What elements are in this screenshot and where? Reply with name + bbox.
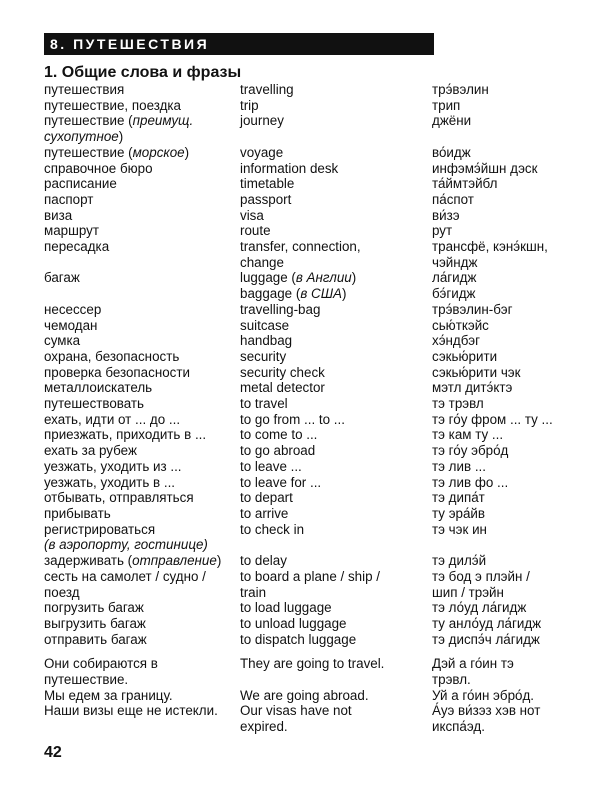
- english-term: to come to ...: [240, 427, 318, 443]
- russian-term: металлоискатель: [44, 380, 153, 396]
- transcription: во́идж: [432, 144, 471, 160]
- english-term: luggage (в Англии) baggage (в США): [240, 270, 357, 302]
- vocab-row: [44, 396, 564, 412]
- russian-term: Мы едем за границу.: [44, 687, 173, 703]
- russian-term: путешествие (преимущ. сухопутное): [44, 113, 194, 145]
- transcription: тэ кам ту ...: [432, 427, 504, 443]
- vocab-row: [44, 318, 564, 334]
- transcription: инфэмэ́йшн дэск: [432, 160, 538, 176]
- english-term: metal detector: [240, 380, 325, 396]
- english-term: to arrive: [240, 505, 289, 521]
- english-term: to check in: [240, 521, 305, 537]
- english-term: to leave ...: [240, 458, 302, 474]
- vocab-row: [44, 192, 564, 208]
- transcription: А́уэ ви́зэз хэв нот икспа́эд.: [432, 703, 541, 735]
- vocab-row: [44, 475, 564, 491]
- russian-term: погрузить багаж: [44, 600, 144, 616]
- english-term: to load luggage: [240, 600, 332, 616]
- english-term: voyage: [240, 144, 284, 160]
- russian-term: отправить багаж: [44, 631, 147, 647]
- transcription: трип: [432, 97, 461, 113]
- transcription: трэ́вэлин-бэг: [432, 301, 513, 317]
- vocab-row: [44, 270, 564, 301]
- transcription: па́спот: [432, 191, 474, 207]
- english-term: visa: [240, 207, 264, 223]
- vocab-row: [44, 506, 564, 522]
- english-term: route: [240, 223, 271, 239]
- english-term: to depart: [240, 490, 293, 506]
- english-term: security check: [240, 364, 325, 380]
- transcription: тэ трэвл: [432, 396, 484, 412]
- english-term: trip: [240, 97, 259, 113]
- vocab-row: [44, 600, 564, 616]
- vocab-row: [44, 302, 564, 318]
- english-term: We are going abroad.: [240, 687, 369, 703]
- russian-term: задерживать (отправление): [44, 553, 222, 569]
- transcription: ту анло́уд ла́гидж: [432, 615, 542, 631]
- vocab-row: [44, 349, 564, 365]
- transcription: ви́зэ: [432, 207, 460, 223]
- english-term: handbag: [240, 333, 293, 349]
- transcription: тэ дилэ́й: [432, 553, 487, 569]
- russian-term: паспорт: [44, 191, 94, 207]
- transcription: хэ́ндбэг: [432, 333, 480, 349]
- vocab-row: [44, 176, 564, 192]
- transcription: тэ диспэ́ч ла́гидж: [432, 631, 540, 647]
- russian-term: проверка безопасности: [44, 364, 190, 380]
- vocab-row: [44, 703, 564, 734]
- vocab-row: [44, 443, 564, 459]
- transcription: трэ́вэлин: [432, 82, 489, 97]
- russian-term: регистрироваться (в аэропорту, гостинице): [44, 521, 208, 553]
- russian-term: справочное бюро: [44, 160, 153, 176]
- transcription: тэ лив фо ...: [432, 474, 509, 490]
- russian-term: путешествовать: [44, 396, 145, 412]
- english-term: to go from ... to ...: [240, 411, 345, 427]
- vocab-row: [44, 380, 564, 396]
- english-term: to delay: [240, 553, 287, 569]
- russian-term: ехать за рубеж: [44, 443, 137, 459]
- english-term: transfer, connection, change: [240, 239, 361, 270]
- english-term: to board a plane / ship / train: [240, 568, 380, 600]
- english-term: travelling-bag: [240, 301, 321, 317]
- english-term: suitcase: [240, 317, 290, 333]
- vocab-row: [44, 239, 564, 270]
- english-term: timetable: [240, 176, 295, 192]
- transcription: тэ го́у фром ... ту ...: [432, 411, 553, 427]
- transcription: Дэй а го́ин тэ трэвл.: [432, 656, 514, 688]
- transcription: тэ ло́уд ла́гидж: [432, 600, 527, 616]
- russian-term: уезжать, уходить в ...: [44, 474, 176, 490]
- russian-term: сесть на самолет / судно / поезд: [44, 568, 206, 600]
- vocab-row: [44, 490, 564, 506]
- transcription: джёни: [432, 113, 472, 129]
- transcription: ла́гидж бэ́гидж: [432, 270, 477, 302]
- russian-term: уезжать, уходить из ...: [44, 458, 182, 474]
- transcription: рут: [432, 223, 453, 239]
- russian-term: охрана, безопасность: [44, 348, 180, 364]
- transcription: тэ чэк ин: [432, 521, 487, 537]
- vocab-row: [44, 98, 564, 114]
- transcription: мэтл дитэ́ктэ: [432, 380, 513, 396]
- english-term: journey: [240, 113, 284, 129]
- vocab-row: [44, 113, 564, 144]
- russian-term: Они собираются в путешествие.: [44, 656, 158, 688]
- russian-term: путешествие, поездка: [44, 97, 181, 113]
- transcription: тэ лив ...: [432, 458, 486, 474]
- russian-term: Наши визы еще не истекли.: [44, 703, 218, 719]
- russian-term: сумка: [44, 333, 81, 349]
- russian-term: выгрузить багаж: [44, 615, 146, 631]
- english-term: travelling: [240, 82, 294, 97]
- transcription: сэкью́рити: [432, 348, 498, 364]
- vocab-row: [44, 145, 564, 161]
- english-term: They are going to travel.: [240, 656, 385, 672]
- transcription: ту эра́йв: [432, 505, 486, 521]
- transcription: Уй а го́ин эбро́д.: [432, 687, 534, 703]
- chapter-header-bar: 8. ПУТЕШЕСТВИЯ: [44, 33, 434, 55]
- transcription: сэкью́рити чэк: [432, 364, 521, 380]
- russian-term: путешествия: [44, 82, 125, 97]
- english-term: information desk: [240, 160, 339, 176]
- english-term: passport: [240, 191, 292, 207]
- english-term: to leave for ...: [240, 474, 322, 490]
- english-term: to go abroad: [240, 443, 316, 459]
- transcription: сью́ткэйс: [432, 317, 489, 333]
- russian-term: отбывать, отправляться: [44, 490, 194, 506]
- vocab-row: [44, 459, 564, 475]
- page-number: 42: [44, 744, 62, 761]
- transcription: трансфё, кэнэ́кшн, чэйндж: [432, 239, 548, 270]
- russian-term: несессер: [44, 301, 102, 317]
- vocab-row: [44, 632, 564, 648]
- section-title: 1. Общие слова и фразы: [44, 64, 242, 81]
- russian-term: ехать, идти от ... до ...: [44, 411, 181, 427]
- english-term: to dispatch luggage: [240, 631, 357, 647]
- russian-term: приезжать, приходить в ...: [44, 427, 207, 443]
- english-term: Our visas have not expired.: [240, 703, 352, 735]
- vocab-row: [44, 412, 564, 428]
- english-term: to unload luggage: [240, 615, 347, 631]
- vocab-row: [44, 82, 564, 98]
- russian-term: пересадка: [44, 239, 110, 255]
- vocab-row: [44, 365, 564, 381]
- english-term: security: [240, 348, 287, 364]
- vocab-row: [44, 161, 564, 177]
- vocab-row: [44, 522, 564, 553]
- vocab-row: [44, 656, 564, 687]
- vocab-row: [44, 427, 564, 443]
- vocabulary-table: [44, 82, 564, 735]
- russian-term: багаж: [44, 270, 80, 286]
- transcription: тэ го́у эбро́д: [432, 443, 509, 459]
- russian-term: чемодан: [44, 317, 98, 333]
- transcription: тэ бод э плэйн / шип / трэйн: [432, 568, 530, 600]
- russian-term: расписание: [44, 176, 117, 192]
- vocab-row: [44, 223, 564, 239]
- vocab-row: [44, 616, 564, 632]
- vocab-row: [44, 569, 564, 600]
- vocab-row: [44, 333, 564, 349]
- russian-term: маршрут: [44, 223, 99, 239]
- russian-term: путешествие (морское): [44, 144, 190, 160]
- vocab-row: [44, 688, 564, 704]
- vocab-row: [44, 208, 564, 224]
- english-term: to travel: [240, 396, 288, 412]
- transcription: тэ дипа́т: [432, 490, 485, 506]
- transcription: та́ймтэйбл: [432, 176, 498, 192]
- russian-term: прибывать: [44, 505, 111, 521]
- russian-term: виза: [44, 207, 73, 223]
- vocab-row: [44, 553, 564, 569]
